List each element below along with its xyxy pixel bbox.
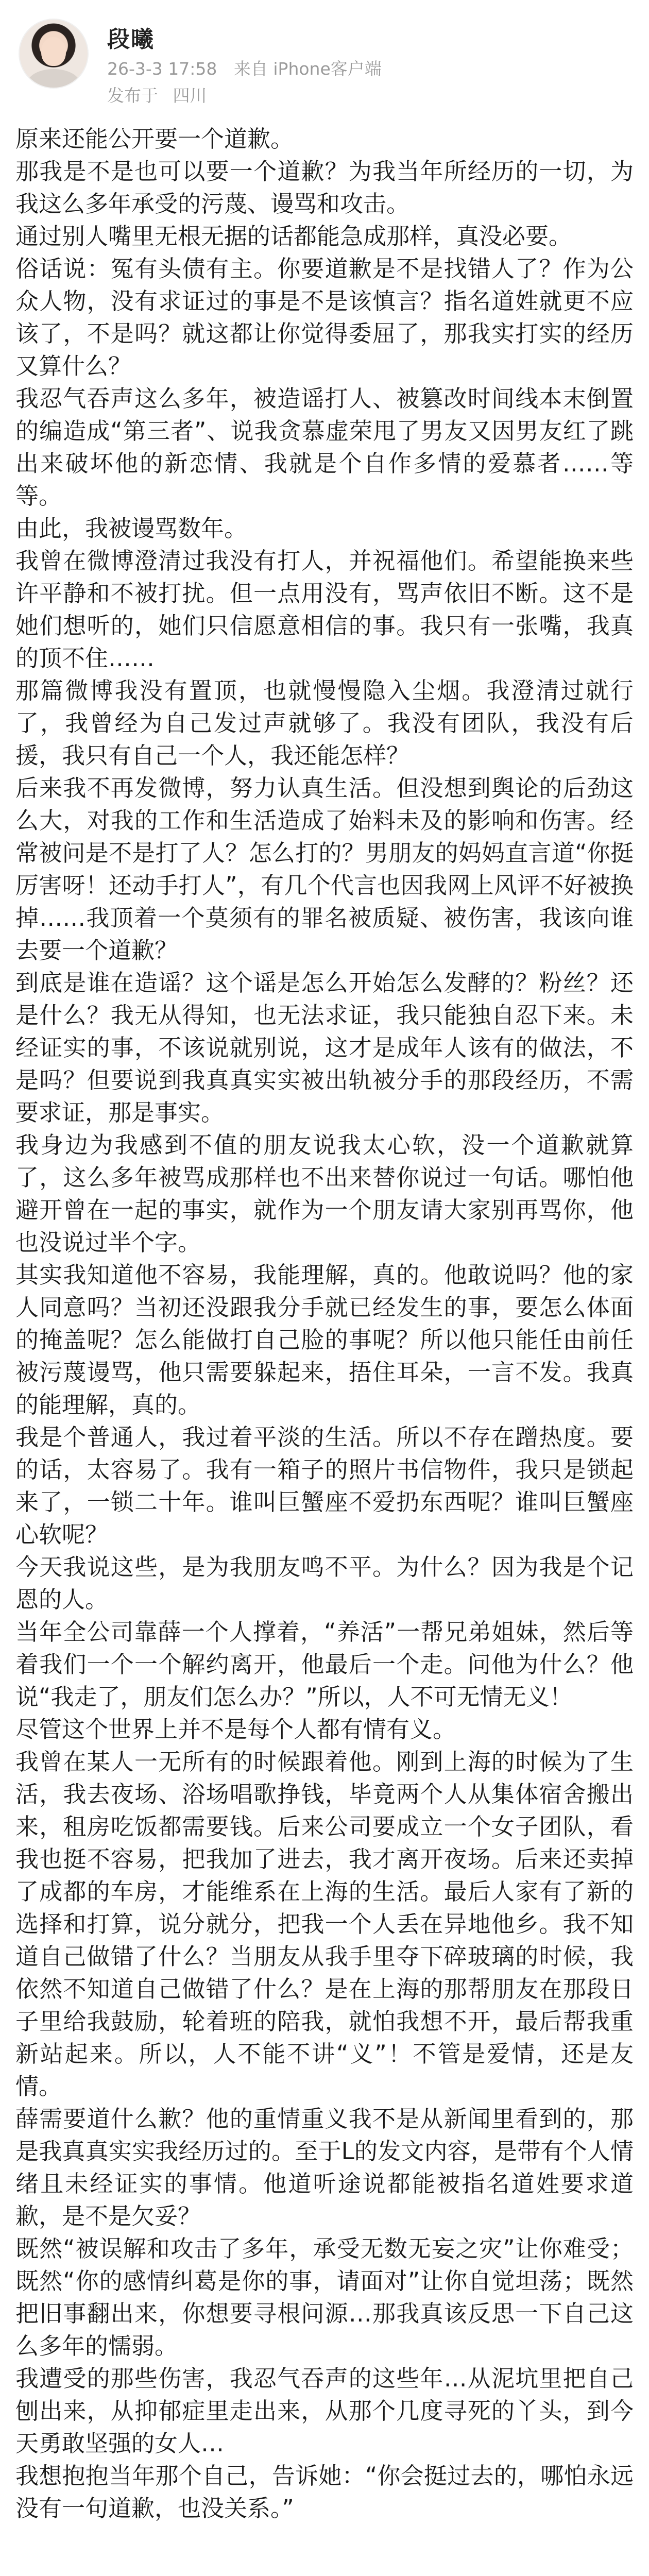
paragraph: 原来还能公开要一个道歉。 <box>15 125 294 152</box>
avatar-shoulders <box>27 69 80 89</box>
avatar-face <box>41 37 66 66</box>
post-header <box>0 0 649 118</box>
paragraph: 由此，我被谩骂数年。 <box>15 515 248 542</box>
paragraph: 那我是不是也可以要一个道歉？为我当年所经历的一切，为我这么多年承受的污蔑、谩骂和攻击。 <box>15 158 634 217</box>
paragraph: 尽管这个世界上并不是每个人都有情有义。 <box>15 1716 456 1743</box>
avatar[interactable] <box>19 19 89 89</box>
paragraph: 我想抱抱当年那个自己，告诉她：“你会挺过去的，哪怕永远没有一句道歉，也没关系。” <box>15 2462 634 2522</box>
post-meta <box>107 56 393 80</box>
post-body <box>15 123 634 2524</box>
author-name[interactable]: 段曦 <box>107 26 155 53</box>
paragraph: 既然“被误解和攻击了多年，承受无数无妄之灾”让你难受；既然“你的感情纠葛是你的事，请面对”让你自觉坦荡；既然把旧事翻出来，你想要寻根问源…那我真该反思一下自己这么多年的懦弱。 <box>15 2235 634 2360</box>
location-prefix: 发布于 <box>107 86 158 106</box>
paragraph: 我曾在某人一无所有的时候跟着他。刚到上海的时候为了生活，我去夜场、浴场唱歌挣钱，毕竟两个人从集体宿舍搬出来，租房吃饭都需要钱。后来公司要成立一个女子团队，看我也挺不容易，把我加了进去，我才离开夜场。后来还卖掉了成都的车房，才能维系在上海的生活。最后人家有了新的选择和打算，说分就分，把我一个人丢在异地他乡。我不知道自己做错了什么？当朋友从我手里夺下碎玻璃的时候，我依然不知道自己做错了什么？是在上海的那帮朋友在那段日子里给我鼓励，轮着班的陪我，就怕我想不开，最后帮我重新站起来。所以，人不能不讲“义”！不管是爱情，还是友情。 <box>15 1748 634 2100</box>
paragraph: 当年全公司靠薛一个人撑着，“养活”一帮兄弟姐妹，然后等着我们一个一个解约离开，他最后一个走。问他为什么？他说“我走了，朋友们怎么办？”所以，人不可无情无义！ <box>15 1618 634 1710</box>
post-location <box>107 82 216 107</box>
paragraph: 那篇微博我没有置顶，也就慢慢隐入尘烟。我澄清过就行了，我曾经为自己发过声就够了。我没有团队，我没有后援，我只有自己一个人，我还能怎样？ <box>15 677 634 769</box>
paragraph: 我忍气吞声这么多年，被造谣打人、被篡改时间线本末倒置的编造成“第三者”、说我贪慕虚荣甩了男友又因男友红了跳出来破坏他的新恋情、我就是个自作多情的爱慕者……等等。 <box>15 385 634 510</box>
paragraph: 今天我说这些，是为我朋友鸣不平。为什么？因为我是个记恩的人。 <box>15 1553 634 1613</box>
paragraph: 我遭受的那些伤害，我忍气吞声的这些年…从泥坑里把自己刨出来，从抑郁症里走出来，从那个几度寻死的丫头，到今天勇敢坚强的女人… <box>15 2365 634 2457</box>
paragraph: 其实我知道他不容易，我能理解，真的。他敢说吗？他的家人同意吗？当初还没跟我分手就已经发生的事，要怎么体面的掩盖呢？怎么能做打自己脸的事呢？所以他只能任由前任被污蔑谩骂，他只需要躲起来，捂住耳朵，一言不发。我真的能理解，真的。 <box>15 1261 634 1418</box>
location-value: 四川 <box>173 86 207 106</box>
paragraph: 到底是谁在造谣？这个谣是怎么开始怎么发酵的？粉丝？还是什么？我无从得知，也无法求证，我只能独自忍下来。未经证实的事，不该说就别说，这才是成年人该有的做法，不是吗？但要说到我真真实实被出轨被分手的那段经历，不需要求证，那是事实。 <box>15 969 634 1126</box>
paragraph: 后来我不再发微博，努力认真生活。但没想到舆论的后劲这么大，对我的工作和生活造成了始料未及的影响和伤害。经常被问是不是打了人？怎么打的？男朋友的妈妈直言道“你挺厉害呀！还动手打人”，有几个代言也因我网上风评不好被换掉……我顶着一个莫须有的罪名被质疑、被伤害，我该向谁去要一个道歉？ <box>15 774 634 964</box>
paragraph: 我身边为我感到不值的朋友说我太心软，没一个道歉就算了，这么多年被骂成那样也不出来替你说过一句话。哪怕他避开曾在一起的事实，就作为一个朋友请大家别再骂你，他也没说过半个字。 <box>15 1131 634 1256</box>
paragraph: 我是个普通人，我过着平淡的生活。所以不存在蹭热度。要的话，太容易了。我有一箱子的照片书信物件，我只是锁起来了，一锁二十年。谁叫巨蟹座不爱扔东西呢？谁叫巨蟹座心软呢？ <box>15 1423 634 1548</box>
paragraph: 我曾在微博澄清过我没有打人，并祝福他们。希望能换来些许平静和不被打扰。但一点用没有，骂声依旧不断。这不是她们想听的，她们只信愿意相信的事。我只有一张嘴，我真的顶不住…… <box>15 547 634 672</box>
paragraph: 俗话说：冤有头债有主。你要道歉是不是找错人了？作为公众人物，没有求证过的事是不是该慎言？指名道姓就更不应该了，不是吗？就这都让你觉得委屈了，那我实打实的经历又算什么？ <box>15 255 634 380</box>
post-source: 来自 iPhone客户端 <box>233 59 382 79</box>
post-timestamp: 26-3-3 17:58 <box>107 59 217 79</box>
paragraph: 通过别人嘴里无根无据的话都能急成那样，真没必要。 <box>15 223 572 250</box>
paragraph: 薛需要道什么歉？他的重情重义我不是从新闻里看到的，那是我真真实实我经历过的。至于L的发文内容，是带有个人情绪且未经证实的事情。他道听途说都能被指名道姓要求道歉，是不是欠妥？ <box>15 2105 634 2230</box>
